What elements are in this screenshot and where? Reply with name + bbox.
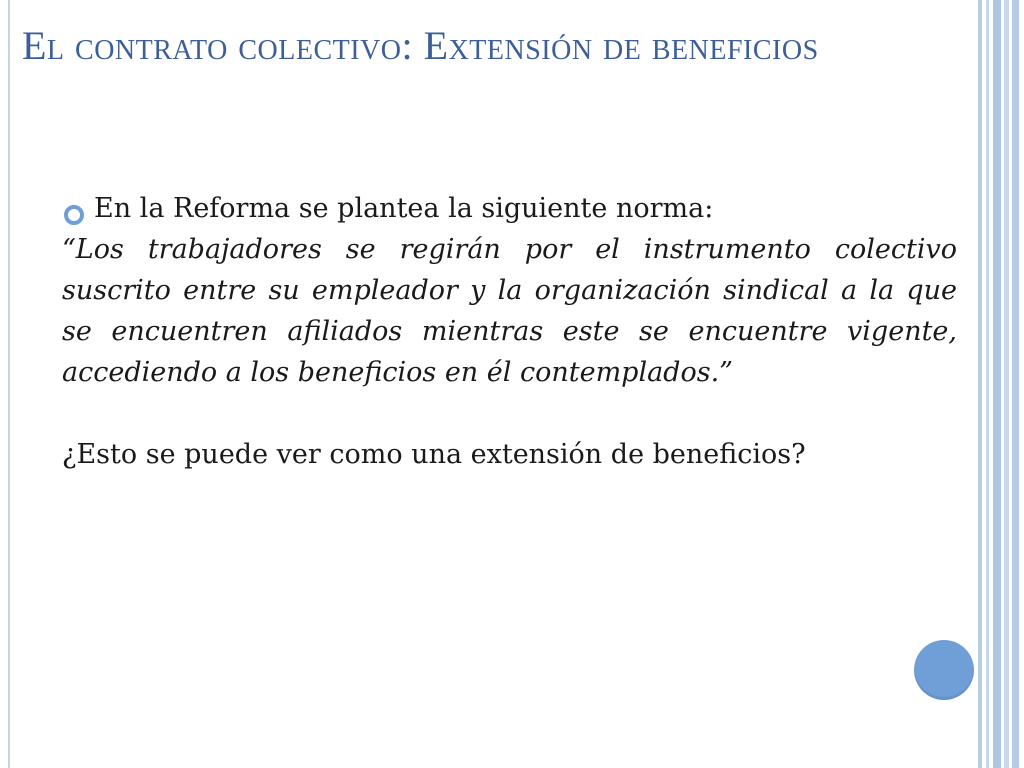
slide-content <box>62 188 957 475</box>
decorative-stripe <box>993 0 1001 768</box>
bullet-text: En la Reforma se plantea la siguiente norma: <box>94 193 714 224</box>
ring-bullet-icon <box>62 198 86 222</box>
decorative-stripe <box>1012 0 1019 768</box>
decorative-stripe <box>986 0 989 768</box>
quoted-norm: “Los trabajadores se regirán por el instrumento colectivo suscrito entre su empleador y la organización sindical a la que se encuentren afiliados mientras este se encuentre vigente, accediendo a los beneficios en él contemplados.” <box>62 234 957 388</box>
slide-title: El contrato colectivo: Extensión de beneficios <box>22 23 819 68</box>
decorative-circle <box>914 640 974 700</box>
decorative-stripe <box>1004 0 1009 768</box>
question-text: ¿Esto se puede ver como una extensión de beneficios? <box>62 439 806 470</box>
bullet-item <box>62 188 957 229</box>
decorative-stripe <box>978 0 982 768</box>
left-rule <box>8 0 10 768</box>
